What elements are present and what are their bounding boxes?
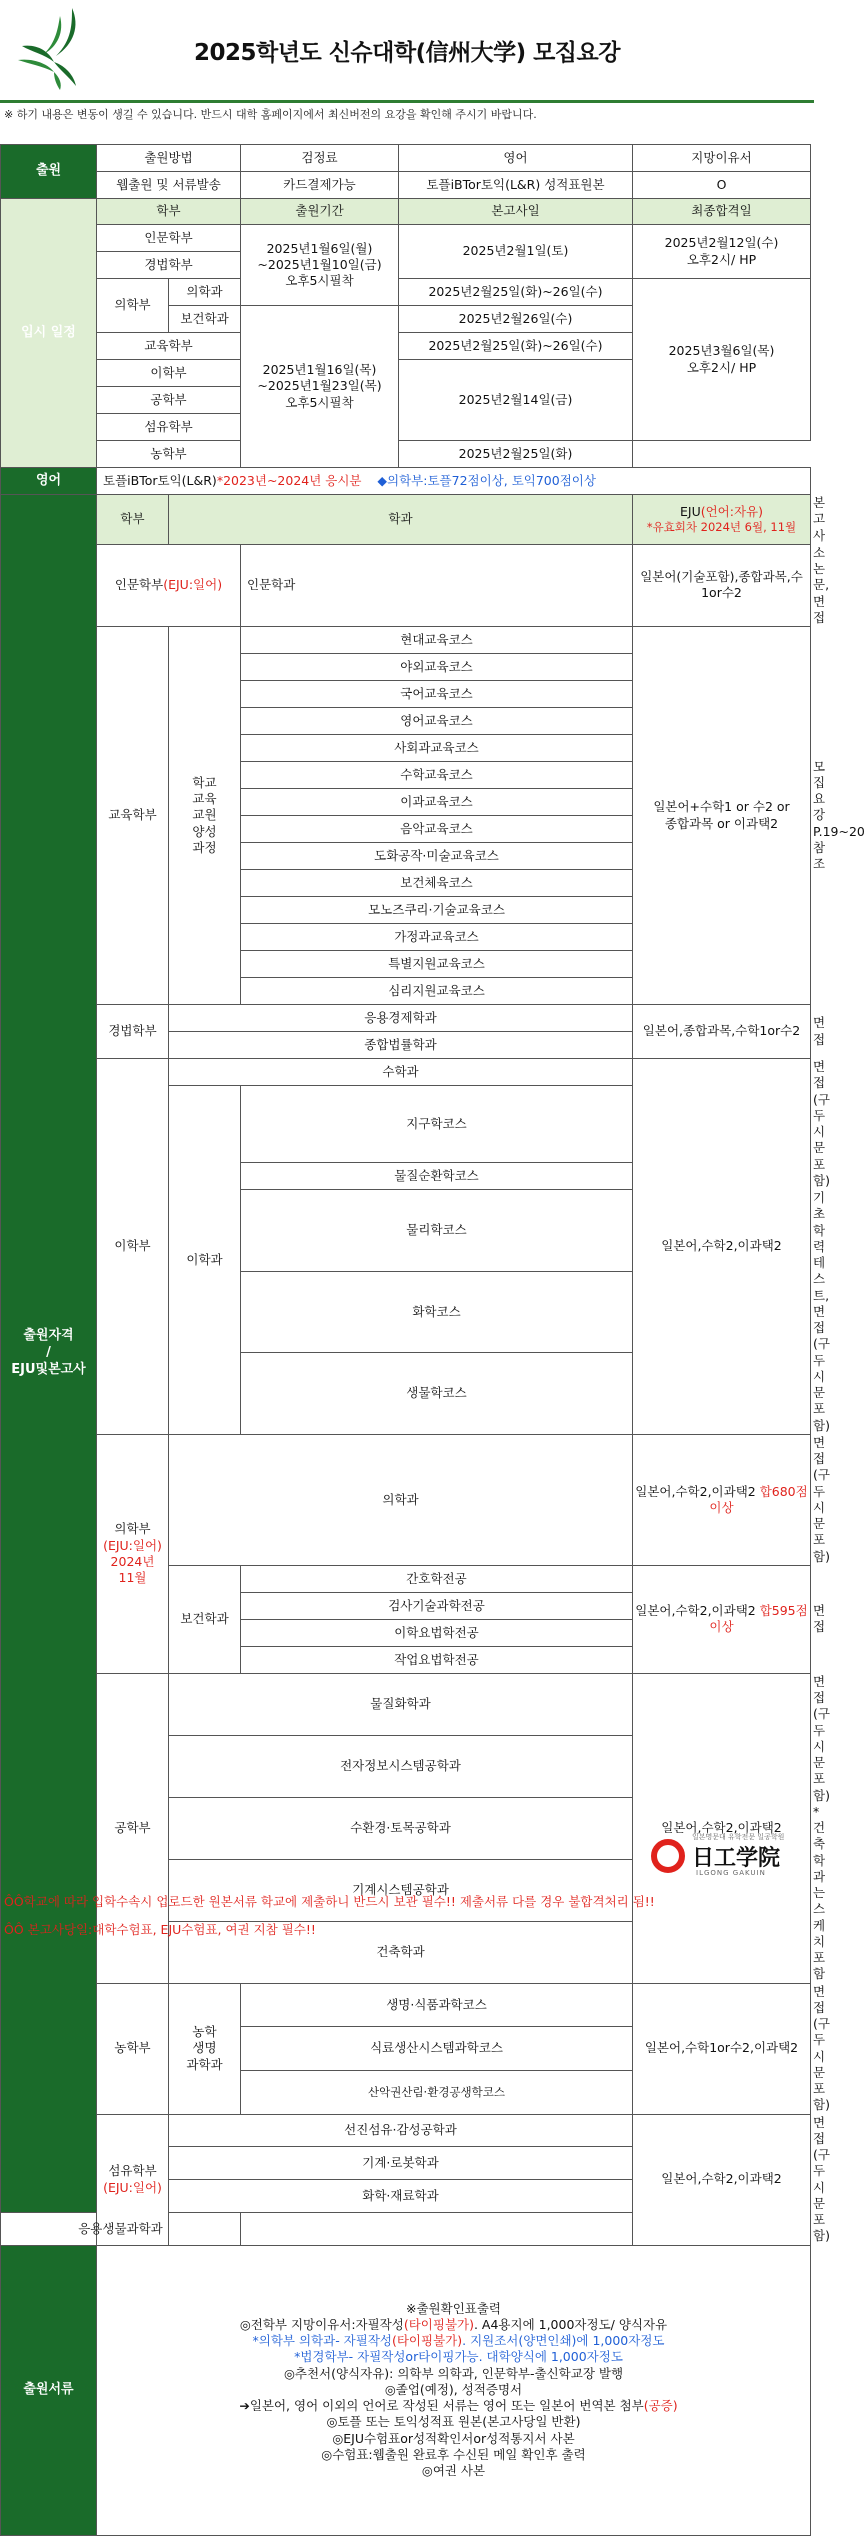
qual-course: 이과교육코스 <box>241 789 633 816</box>
qual-course: 수학교육코스 <box>241 762 633 789</box>
qual-eju <box>633 1434 811 1565</box>
apply-method: 웹출원 및 서류발송 <box>97 172 241 199</box>
qual-dept: 건축학과 <box>169 1921 633 1983</box>
faculty-note: (EJU:일어) <box>163 577 223 593</box>
brand-name: 日工学院 <box>692 1846 781 1871</box>
qual-course: 야외교육코스 <box>241 654 633 681</box>
schedule-result-2: 2025년3월6일(목) 오후2시/ HP <box>633 279 811 441</box>
qual-dept-science: 이학과 <box>169 1086 241 1435</box>
section-english: 영어 <box>1 468 97 495</box>
schedule-header-faculty: 학부 <box>97 199 241 225</box>
section-schedule: 입시 일정 <box>1 199 97 468</box>
schedule-exam: 2025년2월26일(수) <box>399 306 633 333</box>
english-medical: ◆의학부:토플72점이상, 토익700점이상 <box>377 472 596 488</box>
doc-line <box>99 2398 808 2414</box>
qual-dept: 응용생물과학과 <box>1 2212 241 2245</box>
faculty-label: 섬유학부 <box>108 2163 157 2179</box>
schedule-exam: 2025년2월25일(화) <box>399 441 633 468</box>
qual-eju <box>633 1565 811 1673</box>
eju-subjects: 일본어,수학2,이과택2 <box>635 1603 756 1618</box>
schedule-faculty: 공학부 <box>97 387 241 414</box>
schedule-faculty: 농학부 <box>97 441 241 468</box>
apply-english: 토플iBTor토익(L&R) 성적표원본 <box>399 172 633 199</box>
schedule-exam: 2025년2월25일(화)~26일(수) <box>399 279 633 306</box>
qual-course: 검사기술과학전공 <box>241 1592 633 1619</box>
faculty-label: 의학부 <box>114 1521 151 1537</box>
ilgong-gakuin-logo <box>650 1832 800 1880</box>
eju-valid: *유효회차 2024년 6월, 11월 <box>646 519 797 534</box>
schedule-header-exam: 본고사일 <box>399 199 633 225</box>
doc-text: ➔일본어, 영어 이외의 언어로 작성된 서류는 영어 또는 일본어 번역본 첨부 <box>239 2398 644 2414</box>
qual-eju: 일본어+수학1 or 수2 or 종합과목 or 이과택2 <box>633 627 811 1005</box>
notice-text: ※ 하기 내용은 변동이 생길 수 있습니다. 반드시 대학 홈페이지에서 최신버전의 요강을 확인해 주시기 바랍니다. <box>4 108 537 121</box>
doc-line: ◎여권 사본 <box>421 2463 486 2479</box>
doc-text: *의학부 의학과- 자필작성 <box>252 2333 392 2349</box>
qual-course: 이학요법학전공 <box>241 1619 633 1646</box>
documents-list <box>97 2245 811 2535</box>
english-requirement <box>97 468 811 495</box>
qual-eju: 일본어,종합과목,수학1or수2 <box>633 1005 811 1059</box>
qual-course: 도화공작·미술교육코스 <box>241 843 633 870</box>
qual-dept: 기계·로봇학과 <box>169 2147 633 2180</box>
apply-fee: 카드결제가능 <box>241 172 399 199</box>
schedule-period-1: 2025년1월6일(월) ~2025년1월10일(금) 오후5시필착 <box>241 225 399 306</box>
qual-course: 생물학코스 <box>241 1353 633 1435</box>
section-qualification: 출원자격 / EJU및본고사 <box>1 495 97 2213</box>
qual-faculty-education: 교육학부 <box>97 627 169 1005</box>
doc-line: ◎수험표:웹출원 완료후 수신된 메일 확인후 출력 <box>321 2446 586 2462</box>
qual-course: 생명·식품과학코스 <box>241 1983 633 2027</box>
doc-line: ◎EJU수험표or성적확인서or성적통지서 사본 <box>332 2430 575 2446</box>
qual-eju: 일본어,수학1or수2,이과택2 <box>633 1983 811 2114</box>
schedule-header-period: 출원기간 <box>241 199 399 225</box>
footer-warning-1: ÔÔ학교에 따라 입학수속시 업로드한 원본서류 학교에 제출하니 반드시 보관 필수!! 제출서류 다를 경우 불합격처리 됨!! <box>4 1894 655 1909</box>
eju-score: 합595점이상 <box>709 1603 808 1635</box>
qual-faculty-agriculture: 농학부 <box>97 1983 169 2114</box>
header-divider <box>0 100 814 103</box>
eju-label: EJU <box>680 503 701 519</box>
schedule-faculty: 경법학부 <box>97 252 241 279</box>
qual-header-faculty: 학부 <box>97 495 169 545</box>
eju-subjects: 일본어,수학2,이과택2 <box>635 1483 756 1499</box>
qual-course: 지구학코스 <box>241 1086 633 1163</box>
qual-dept-health: 보건학과 <box>169 1565 241 1673</box>
footer-warning-2: ÔÔ 본고사당일:대학수험표, EJU수험표, 여권 지참 필수!! <box>4 1922 316 1937</box>
schedule-dept: 의학과 <box>169 279 241 306</box>
qual-dept: 응용경제학과 <box>169 1005 633 1032</box>
qual-dept: 종합법률학과 <box>169 1032 633 1059</box>
schedule-exam: 2025년2월14일(금) <box>399 360 633 441</box>
qual-program-agriculture: 농학 생명 과학과 <box>169 1983 241 2114</box>
schedule-faculty: 이학부 <box>97 360 241 387</box>
section-documents: 출원서류 <box>1 2245 97 2535</box>
doc-text: ◎전학부 지망이유서:자필작성 <box>239 2316 404 2332</box>
schedule-dept: 보건학과 <box>169 306 241 333</box>
qual-eju: 일본어,수학2,이과택2 <box>633 1059 811 1435</box>
doc-warning: (공증) <box>643 2398 678 2414</box>
doc-line: ※출원확인표출력 <box>406 2300 501 2316</box>
qual-faculty-science: 이학부 <box>97 1059 169 1435</box>
qual-header-dept: 학과 <box>169 495 633 545</box>
doc-text: . A4용지에 1,000자정도/ 양식자유 <box>473 2316 668 2332</box>
qual-course: 국어교육코스 <box>241 681 633 708</box>
qual-dept: 인문학과 <box>241 544 633 626</box>
qual-course: 음악교육코스 <box>241 816 633 843</box>
schedule-period-2: 2025년1월16일(목) ~2025년1월23일(목) 오후5시필착 <box>241 306 399 468</box>
doc-warning: (타이핑불가) <box>403 2316 474 2332</box>
qual-course: 산악권산림·환경공생학코스 <box>241 2070 633 2114</box>
eju-score: 합680점이상 <box>709 1483 808 1515</box>
doc-line: ◎토플 또는 토익성적표 원본(본고사당일 반환) <box>326 2414 581 2430</box>
apply-header-fee: 검정료 <box>241 145 399 172</box>
qual-dept: 선진섬유·감성공학과 <box>169 2114 633 2147</box>
brand-sub: ILGONG GAKUIN <box>696 1869 766 1877</box>
qual-dept: 수학과 <box>169 1059 633 1086</box>
english-test: 토플iBTor토익(L&R) <box>103 472 217 488</box>
apply-reason: O <box>633 172 811 199</box>
qual-faculty-humanities <box>97 544 241 626</box>
qual-course: 특별지원교육코스 <box>241 951 633 978</box>
admission-table: 출원 출원방법 검정료 영어 지망이유서 웹출원 및 서류발송 카드결제가능 토플iBTor토익(L&R) 성적표원본 O 입시 일정 학부 출원기간 본고사일 최종합격일 인문학부 2025년1월6일(월) ~2025년1월10일(금) 오후5시필착 2025년2월1일(토) 2025년2월12일(수) 오후2시/ HP 경법학부 의학부 의학과 2025년2월25일(화)~26일(수) 2025년3월6일(목) 오후2시/ HP 보건학과 2025년1월16일(목) ~2025년1월23일(목) 오후5시필착 2025년2월26일(수) 교육학부 2025년2월25일(화)~26일(수) 이학부 2025년2월14일(금) 공학부 섬유학부 농학부 2025년2월25일(화) 영어 토플iBTor토익(L&R)*2023년~2024년 응시분 ◆의학부:토플72점이상, 토익700점이상 출원자격 / EJU및본고사 학부 학과 EJU(언어:자유) *유효회차 2024년 6월, 11월 본고사 인문학부(EJU:일어) 인문학과 일본어(기술포함),종합과목,수1or수2 소논문, 면접 교육학부 학교 교육 교원 양성 과정 현대교육코스 일본어+수학1 or 수2 or 종합과목 or 이과택2 모집요강P.19~20참조 야외교육코스 국어교육코스 영어교육코스 사회과교육코스 수학교육코스 이과교육코스 음악교육코스 도화공작·미술교육코스 보건체육코스 모노즈쿠리·기술교육코스 가정과교육코스 특별지원교육코스 심리지원교육코스 경법학부 응용경제학과 일본어,종합과목,수학1or수2 면접 종합법률학과 이학부 수학과 일본어,수학2,이과택2 면접(구두시문포함) 이학과 지구학코스 물질순환학코스 물리학코스 기초학력테스트, 면접(구두시문포함) 화학코스 생물학코스 의학부 (EJU:일어) 2024년 11월 의학과 일본어,수학2,이과택2 합680점이상 면접(구두시문포함) 보건학과 간호학전공 일본어,수학2,이과택2 합595점이상 면접 검사기술과학전공 이학요법학전공 작업요법학전공 공학부 물질화학과 일본어,수학2,이과택2 면접(구두시문포함) *건축학과는 스케치포함 전자정보시스템공학과 수환경·토목공학과 기계시스템공학과 건축학과 농학부 농학 생명 과학과 생명·식품과학코스 일본어,수학1or수2,이과택2 면접(구두시문포함) 식료생산시스템과학코스 산악권산림·환경공생학코스 섬유학부 (EJU:일어) 선진섬유·감성공학과 일본어,수학2,이과택2 면접(구두시문포함) 기계·로봇학과 화학·재료학과 응용생물과학과 출원서류 ※출원확인표출력 ◎전학부 지망이유서:자필작성(타이핑불가). A4용지에 1,000자정도/ 양식자유 *의학부 의학과- 자필작성(타이핑불가). 지원조서(양면인쇄)에 1,000자정도 *법경학부- 자필작성or타이핑가능. 대학양식에 1,000자정도 ◎추천서(양식자유): 의학부 의학과, 인문학부-출신학교장 발행 ◎졸업(예정), 성적증명서 ➔일본어, 영어 이외의 언어로 작성된 서류는 영어 또는 일본어 번역본 첨부(공증) ◎토플 또는 토익성적표 원본(본고사당일 반환) ◎EJU수험표or성적확인서or성적통지서 사본 ◎수험표:웹출원 완료후 수신된 메일 확인후 출력 ◎여권 사본 <box>0 144 811 2536</box>
apply-header-method: 출원방법 <box>97 145 241 172</box>
doc-line: ◎추천서(양식자유): 의학부 의학과, 인문학부-출신학교장 발행 <box>283 2365 624 2381</box>
qual-faculty-medicine <box>97 1434 169 1673</box>
qual-header-eju <box>633 495 811 545</box>
qual-dept: 전자정보시스템공학과 <box>169 1735 633 1797</box>
ilgong-circle-icon <box>650 1838 686 1874</box>
qual-course: 작업요법학전공 <box>241 1646 633 1673</box>
schedule-faculty: 교육학부 <box>97 333 241 360</box>
qual-eju: 일본어,수학2,이과택2 <box>633 2114 811 2245</box>
schedule-result-1: 2025년2월12일(수) 오후2시/ HP <box>633 225 811 279</box>
qual-course: 보건체육코스 <box>241 870 633 897</box>
qual-program-education: 학교 교육 교원 양성 과정 <box>169 627 241 1005</box>
faculty-label: 인문학부 <box>114 577 164 593</box>
qual-dept: 기계시스템공학과 <box>169 1859 633 1921</box>
qual-course: 가정과교육코스 <box>241 924 633 951</box>
section-apply: 출원 <box>1 145 97 199</box>
doc-text: . 지원조서(양면인쇄)에 1,000자정도 <box>462 2333 665 2349</box>
doc-line: *법경학부- 자필작성or타이핑가능. 대학양식에 1,000자정도 <box>294 2349 623 2365</box>
schedule-exam: 2025년2월25일(화)~26일(수) <box>399 333 633 360</box>
qual-course: 간호학전공 <box>241 1565 633 1592</box>
schedule-exam: 2025년2월1일(토) <box>399 225 633 279</box>
english-period: *2023년~2024년 응시분 <box>216 472 362 488</box>
qual-dept: 화학·재료학과 <box>169 2180 633 2213</box>
qual-eju: 일본어(기술포함),종합과목,수1or수2 <box>633 544 811 626</box>
brand-tagline: 일본명문대 유학전문 일공학원 <box>692 1833 785 1841</box>
doc-line <box>99 2317 808 2333</box>
qual-dept: 의학과 <box>169 1434 633 1565</box>
schedule-faculty: 인문학부 <box>97 225 241 252</box>
qual-course: 물질순환학코스 <box>241 1163 633 1190</box>
qual-course: 물리학코스 <box>241 1190 633 1272</box>
qual-course: 현대교육코스 <box>241 627 633 654</box>
qual-faculty-engineering: 공학부 <box>97 1673 169 1983</box>
faculty-note: (EJU:일어) 2024년 11월 <box>103 1537 162 1585</box>
eju-lang: (언어:자유) <box>700 503 763 519</box>
schedule-faculty: 섬유학부 <box>97 414 241 441</box>
schedule-header-result: 최종합격일 <box>633 199 811 225</box>
apply-header-english: 영어 <box>399 145 633 172</box>
doc-warning: (타이핑불가) <box>391 2333 463 2349</box>
doc-line <box>99 2333 808 2349</box>
page-title: 2025학년도 신슈대학(信州大学) 모집요강 <box>194 40 620 66</box>
schedule-faculty: 의학부 <box>97 279 169 333</box>
faculty-note: (EJU:일어) <box>103 2179 162 2195</box>
qual-course: 영어교육코스 <box>241 708 633 735</box>
qual-eju: 일본어,수학2,이과택2 <box>633 1673 811 1983</box>
qual-course: 식료생산시스템과학코스 <box>241 2027 633 2071</box>
qual-course: 심리지원교육코스 <box>241 978 633 1005</box>
qual-faculty-economics: 경법학부 <box>97 1005 169 1059</box>
page-header <box>0 0 814 100</box>
qual-dept: 물질화학과 <box>169 1673 633 1735</box>
qual-dept: 수환경·토목공학과 <box>169 1797 633 1859</box>
doc-line: ◎졸업(예정), 성적증명서 <box>384 2381 523 2397</box>
qual-course: 화학코스 <box>241 1271 633 1353</box>
qual-course: 모노즈쿠리·기술교육코스 <box>241 897 633 924</box>
apply-header-reason: 지망이유서 <box>633 145 811 172</box>
qual-course: 사회과교육코스 <box>241 735 633 762</box>
